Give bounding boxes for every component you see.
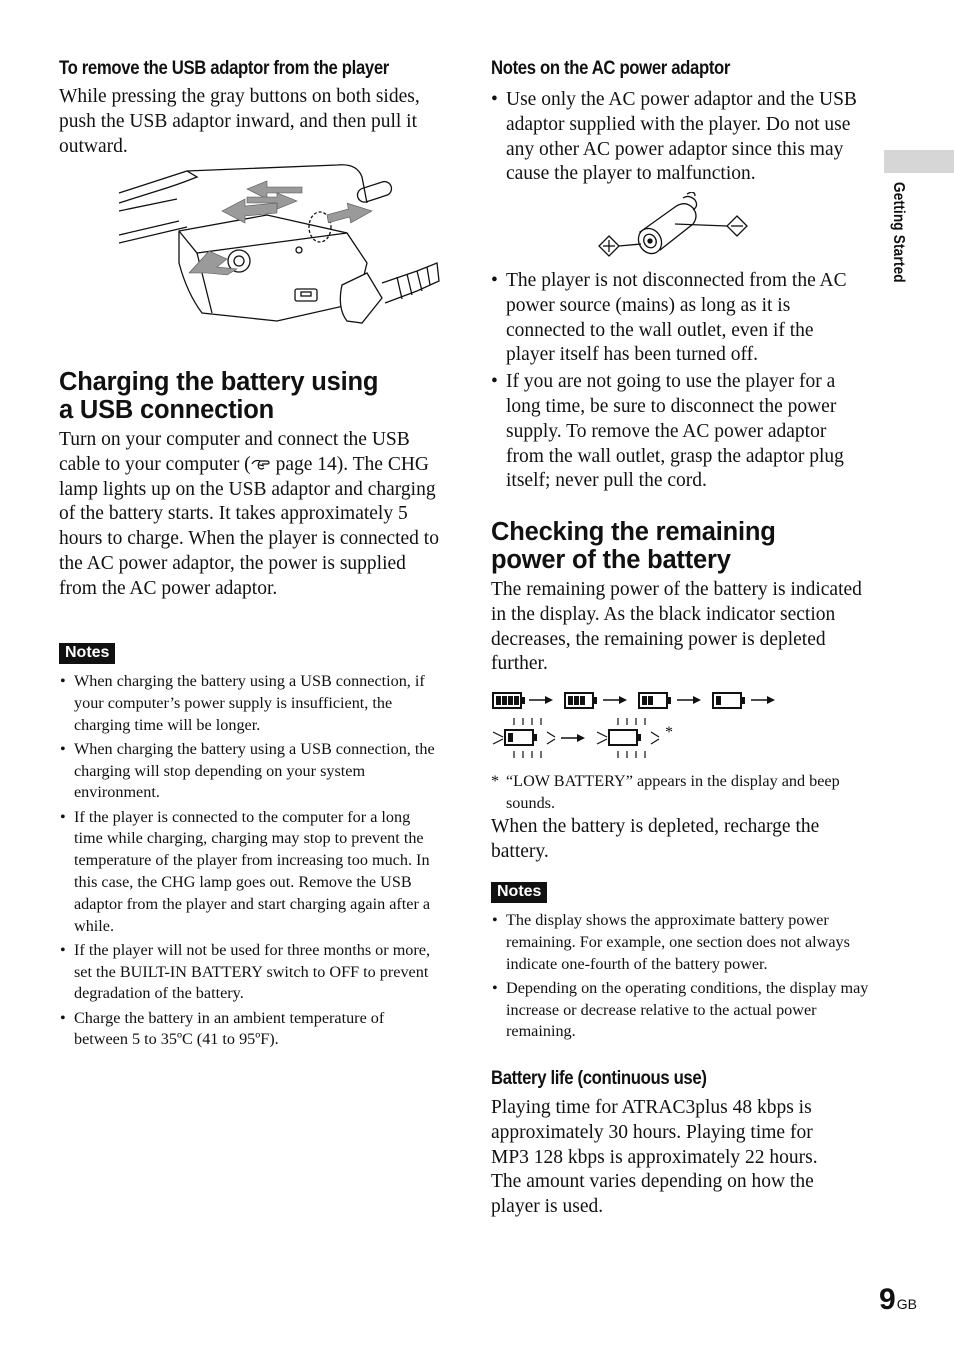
list-item: • If you are not going to use the player for a long time, be sure to disconnect the power supply. To remove the AC power adaptor from the wall outlet, grasp the adaptor plug itself; never pull the cord.: [491, 370, 861, 494]
charging-text-part2: ). The CHG lamp lights up on the USB adaptor and charging of the battery starts. It takes approximately 5 hours to charge. When the player is connected to the AC power adaptor, the power is supplied from the AC power adaptor.: [59, 453, 439, 599]
right-arrow-icon: [561, 734, 585, 742]
page-number-value: 9: [879, 1283, 895, 1316]
remove-adaptor-text: While pressing the gray buttons on both sides, push the USB adaptor inward, and then pull it outward.: [59, 86, 420, 157]
charging-heading-line1: Charging the battery using: [59, 368, 379, 396]
battery-indicator-icon: [597, 718, 659, 758]
left-notes-list: [59, 671, 437, 1054]
battery-indicator-icon: [713, 693, 745, 708]
right-column: [491, 0, 876, 1218]
battery-life-text: Playing time for ATRAC3plus 48 kbps is approximately 30 hours. Playing time for MP3 128 kbps is approximately 22 hours. The amount varies depending on how the player is used.: [491, 1097, 818, 1218]
list-item: • When charging the battery using a USB connection, if your computer’s power supply is insufficient, the charging time will be longer.: [59, 671, 437, 736]
right-arrow-icon: [603, 696, 627, 704]
list-item: • If the player is connected to the computer for a long time while charging, charging may stop to prevent the temperature of the player from increasing too much. In this case, the CHG lamp goes out. Remove the USB adaptor from the player and start charging again after a while.: [59, 807, 437, 938]
right-notes-badge: [491, 882, 547, 903]
page-number-suffix: GB: [896, 1296, 917, 1312]
list-item: • Charge the battery in an ambient temperature of between 5 to 35ºC (41 to 95ºF).: [59, 1008, 437, 1052]
battery-indicator-icon: [639, 693, 671, 708]
battery-indicator-diagram: [491, 688, 791, 768]
left-notes-badge: [59, 643, 115, 664]
list-item: • The display shows the approximate battery power remaining. For example, one section does not always indicate one-fourth of the battery power.: [491, 910, 873, 975]
charging-heading-line2: a USB connection: [59, 396, 274, 424]
battery-life-heading: Battery life (continuous use): [491, 1068, 707, 1089]
ac-adaptor-heading: Notes on the AC power adaptor: [491, 58, 731, 79]
right-arrow-icon: [751, 696, 775, 704]
battery-indicator-icon: [493, 718, 555, 758]
list-item: • When charging the battery using a USB connection, the charging will stop depending on your system environment.: [59, 739, 437, 804]
ac-plug-illustration: [595, 192, 755, 262]
charging-heading: [59, 368, 378, 424]
battery-star: *: [665, 724, 673, 741]
right-arrow-icon: [677, 696, 701, 704]
footnote-star: *: [491, 772, 500, 790]
right-notes-list: [491, 910, 873, 1046]
remove-adaptor-heading: To remove the USB adaptor from the player: [59, 58, 389, 79]
charging-text-page-ref[interactable]: page 14: [275, 453, 337, 475]
usb-adaptor-illustration: [117, 163, 447, 333]
battery-sequence: [491, 688, 791, 768]
right-arrow-icon: [529, 696, 553, 704]
notes-label: Notes: [491, 882, 547, 903]
usb-adaptor-icon: [117, 163, 447, 333]
checking-heading-line2: power of the battery: [491, 546, 731, 574]
checking-heading: [491, 518, 776, 574]
list-item: • Depending on the operating conditions, the display may increase or decrease relative to the actual power remaining.: [491, 978, 873, 1043]
ac-bullets-1: [491, 88, 861, 187]
footnote-text: “LOW BATTERY” appears in the display and beep sounds.: [506, 772, 840, 812]
page-number: [879, 1283, 917, 1317]
checking-heading-line1: Checking the remaining: [491, 518, 776, 546]
list-item: • Use only the AC power adaptor and the USB adaptor supplied with the player. Do not use any other AC power adaptor since this may cause the player to malfunction.: [491, 88, 861, 187]
low-battery-footnote: [491, 771, 876, 815]
ac-bullets-2: [491, 269, 861, 494]
charging-text-part1: Turn on your computer and connect the USB cable to your computer (: [59, 429, 410, 475]
page-reference-icon: [251, 456, 271, 472]
checking-text: The remaining power of the battery is indicated in the display. As the black indicator section decreases, the remaining power is depleted further.: [491, 579, 862, 675]
charging-text: [59, 428, 444, 602]
notes-label: Notes: [59, 643, 115, 664]
ac-plug-polarity-icon: [595, 192, 755, 262]
list-item: • If the player will not be used for three months or more, set the BUILT-IN BATTERY switch to OFF to prevent degradation of the battery.: [59, 940, 437, 1005]
battery-indicator-icon: [565, 693, 597, 708]
depleted-text: When the battery is depleted, recharge the battery.: [491, 816, 820, 862]
section-tab: [884, 150, 954, 173]
section-label: Getting Started: [890, 182, 907, 283]
list-item: • The player is not disconnected from the AC power source (mains) as long as it is connected to the wall outlet, even if the player itself has been turned off.: [491, 269, 861, 368]
battery-indicator-icon: [493, 693, 525, 708]
